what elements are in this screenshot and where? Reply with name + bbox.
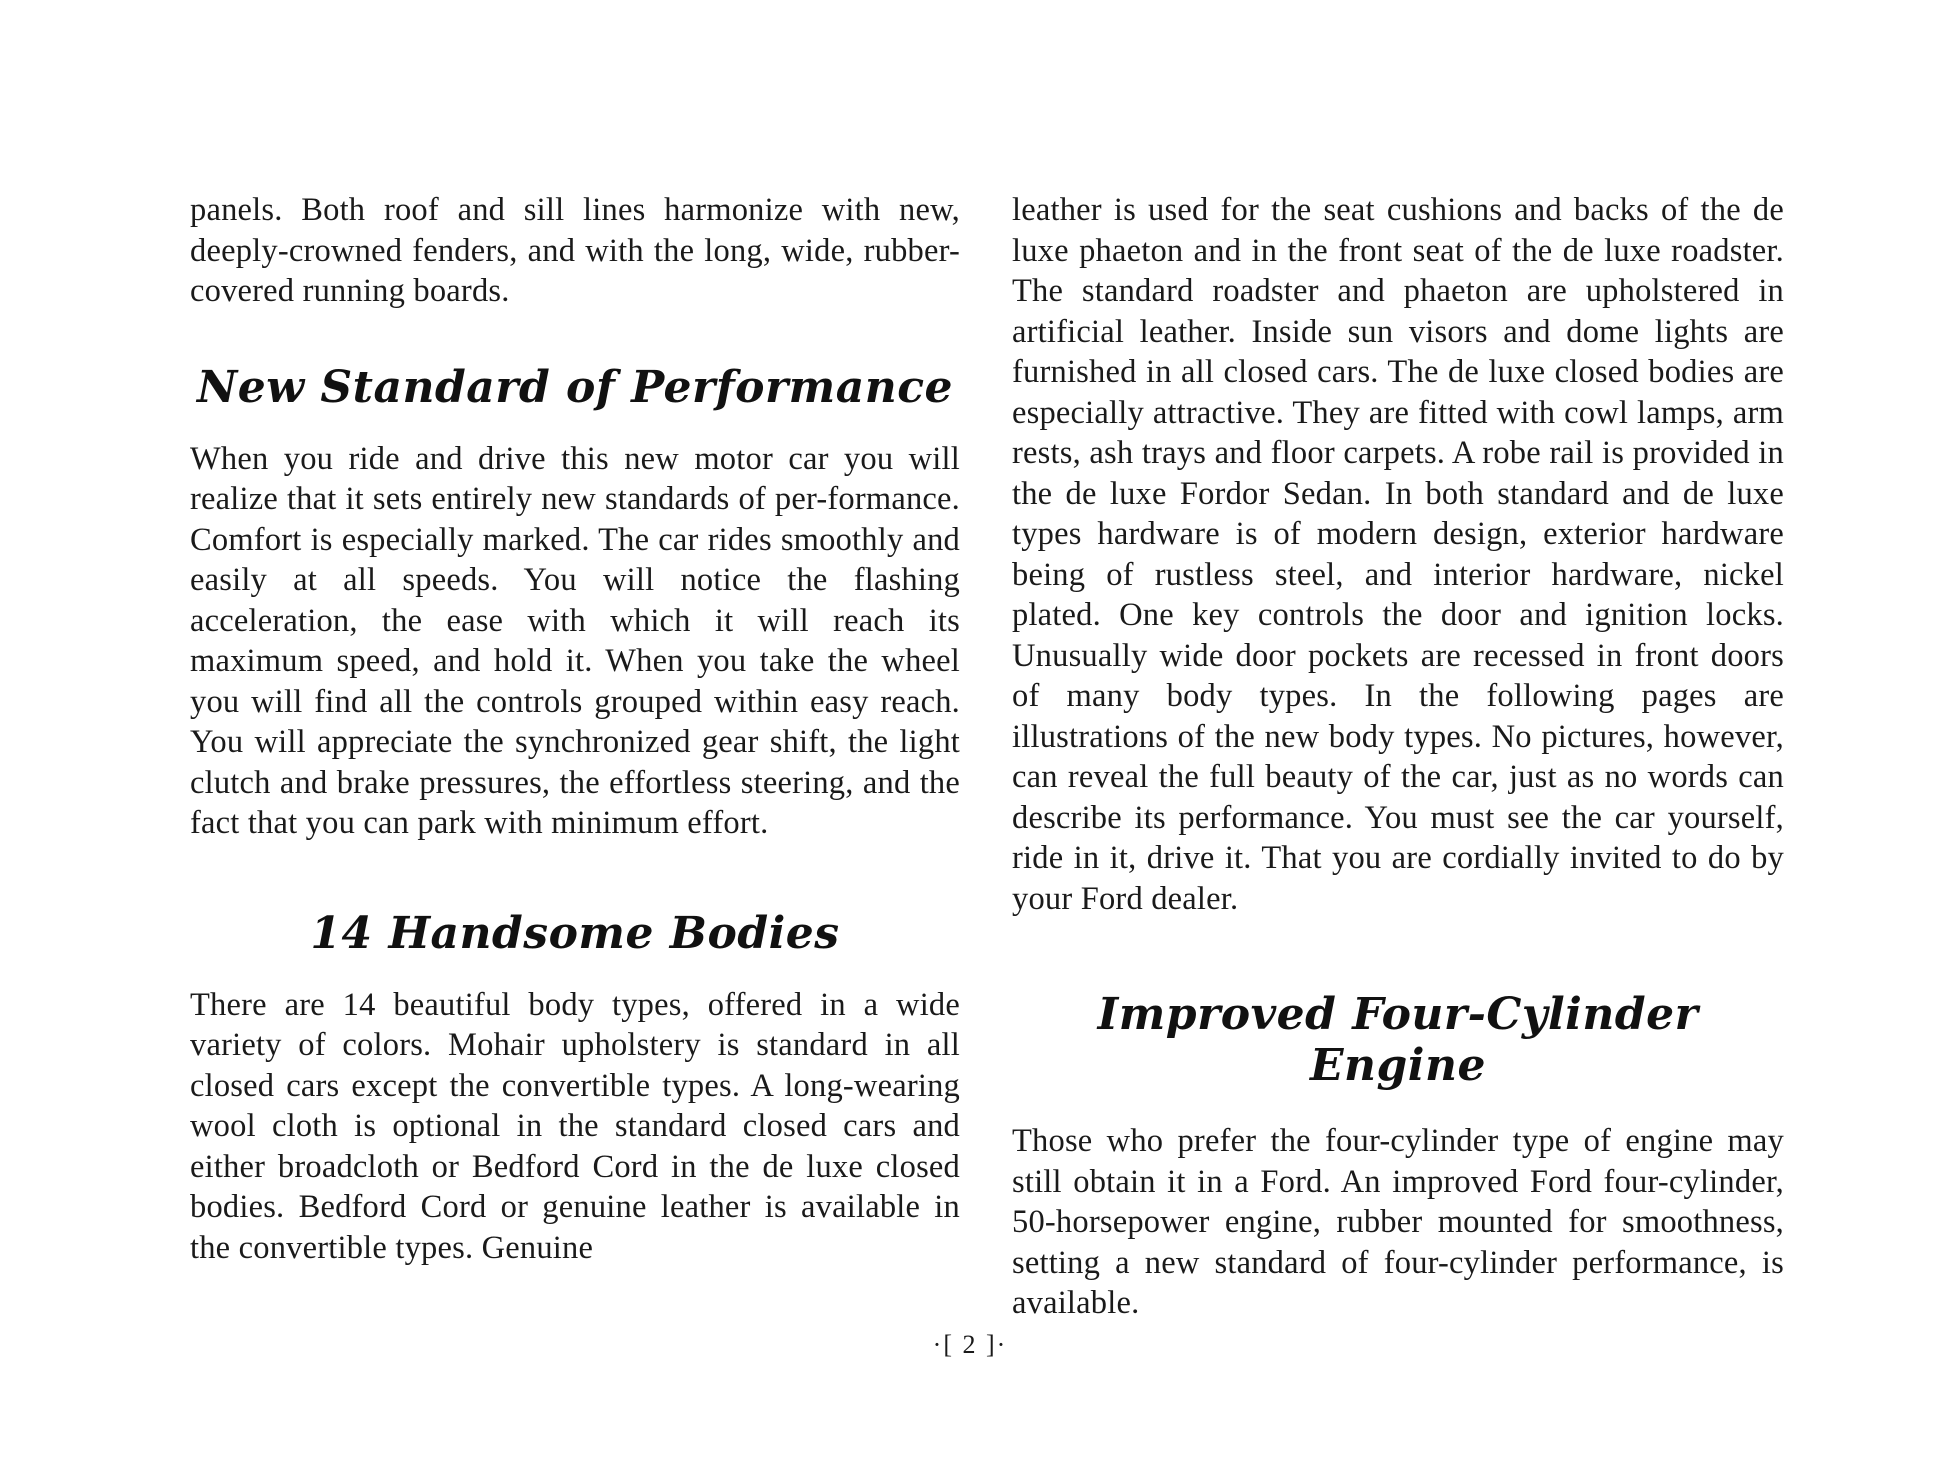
bodies-paragraph: There are 14 beautiful body types, offered in a wide variety of colors. Mohair upholstery is standard in all closed cars except the convertible types. A long-wearing wool cloth is optional in the standard closed cars and either broadcloth or Bedford Cord in the de luxe closed bodies. Bedford Cord or genuine leather is available in the convertible types. Genuine (190, 986, 960, 1266)
engine-paragraph: Those who prefer the four-cylinder type of engine may still obtain it in a Ford. An improved Ford four-cylinder, 50-horsepower engine, rubber mounted for smoothness, setting a new standard of four-cylinder performance, is available. (1012, 1123, 1784, 1321)
page-number: ·[ 2 ]· (932, 1330, 1008, 1359)
bodies-heading: 14 Handsome Bodies (310, 907, 840, 959)
upholstery-paragraph: leather is used for the seat cushions and backs of the de luxe phaeton and in the front seat of the de luxe roadster. The standard roadster and phaeton are upholstered in artificial leather. Inside sun visors and dome lights are furnished in all closed cars. The de luxe closed bodies are especially attractive. They are fitted with cowl lamps, arm rests, ash trays and floor carpets. A robe rail is provided in the de luxe Fordor Sedan. In both standard and de luxe types hardware is of modern design, exterior hardware being of rustless steel, and interior hardware, nickel plated. One key controls the door and ignition locks. Unusually wide door pockets are recessed in front doors of many body types. In the following pages are illustrations of the new body types. No pictures, however, can reveal the full beauty of the car, just as no words can describe its performance. You must see the car yourself, ride in it, drive it. That you are cordially invited to do by your Ford dealer. (1012, 192, 1784, 917)
performance-paragraph: When you ride and drive this new motor car you will realize that it sets entirely new standards of per-formance. Comfort is especially marked. The car rides smoothly and easily at all speeds. You will notice the flashing acceleration, the ease with which it will reach its maximum speed, and hold it. When you take the wheel you will find all the controls grouped within easy reach. You will appreciate the synchronized gear shift, the light clutch and brake pressures, the effortless steering, and the fact that you can park with minimum effort. (190, 440, 960, 841)
right-column (1012, 190, 1784, 1324)
performance-heading: New Standard of Performance (196, 361, 954, 413)
engine-heading: Improved Four-Cylinder Engine (1097, 989, 1699, 1091)
intro-paragraph: panels. Both roof and sill lines harmonize with new, deeply-crowned fenders, and with the long, wide, rubber-covered running boards. (190, 192, 960, 309)
left-column (190, 190, 960, 1268)
